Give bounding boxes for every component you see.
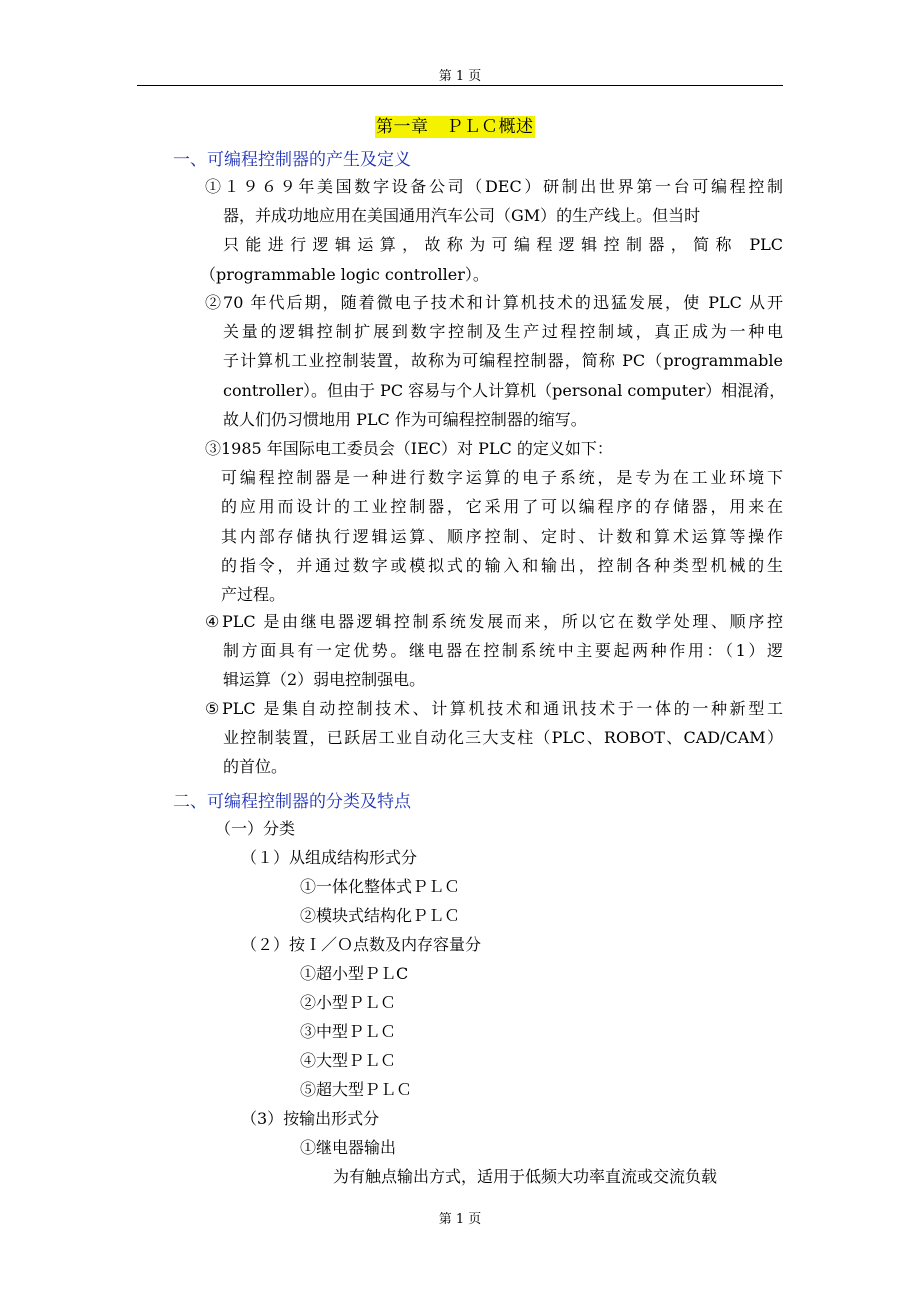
item-line: ④PLC 是由继电器逻辑控制系统发展而来，所以它在数学处理、顺序控 xyxy=(205,612,783,631)
item-line: 辑运算（2）弱电控制强电。 xyxy=(223,670,426,690)
section1-item-5 xyxy=(205,694,783,782)
section1-item-4 xyxy=(205,607,783,695)
page-footer: 第 1 页 xyxy=(438,1212,482,1227)
item-line: 子计算机工业控制装置，故称为可编程控制器，简称 PC（programmable xyxy=(223,351,783,371)
item-line: 只能进行逻辑运算，故称为可编程逻辑控制器，简称 PLC xyxy=(223,235,783,255)
item-line: controller）。但由于 PC 容易与个人计算机（personal computer）相混淆， xyxy=(223,380,786,400)
list-item: ①超小型ＰＬC xyxy=(300,964,409,983)
section-heading-2: 二、可编程控制器的分类及特点 xyxy=(173,792,411,812)
chapter-title: 第一章 ＰＬＣ概述 xyxy=(376,117,534,137)
item-line: 故人们仍习惯地用 PLC 作为可编程控制器的缩写。 xyxy=(223,409,587,429)
item-line: 其内部存储执行逻辑运算、顺序控制、定时、计数和算术运算等操作 xyxy=(221,526,783,546)
item-line: 业控制装置，已跃居工业自动化三大支柱（PLC、ROBOT、CAD/CAM） xyxy=(223,728,783,748)
item-line: 的首位。 xyxy=(223,757,288,777)
group-title-io: （２）按Ｉ／Ｏ点数及内存容量分 xyxy=(241,935,482,954)
item-line: ⑤PLC 是集自动控制技术、计算机技术和通讯技术于一体的一种新型工 xyxy=(205,699,783,718)
list-item: ⑤超大型ＰＬＣ xyxy=(300,1080,413,1099)
item-line: 产过程。 xyxy=(221,584,286,604)
item-line: ②70 年代后期，随着微电子技术和计算机技术的迅猛发展，使 PLC 从开 xyxy=(205,293,783,312)
section1-item-1 xyxy=(200,172,783,289)
item-line: 可编程控制器是一种进行数字运算的电子系统，是专为在工业环境下 xyxy=(221,468,783,488)
list-item: ②模块式结构化ＰＬＣ xyxy=(300,906,461,925)
item-line: ①１９６９年美国数字设备公司（DEC）研制出世界第一台可编程控制 xyxy=(205,177,783,196)
item-line: 器，并成功地应用在美国通用汽车公司（GM）的生产线上。但当时 xyxy=(223,206,701,226)
relay-output-description: 为有触点输出方式，适用于低频大功率直流或交流负载 xyxy=(333,1167,718,1186)
list-item: ①继电器输出 xyxy=(300,1138,397,1157)
item-line: 关量的逻辑控制扩展到数字控制及生产过程控制域，真正成为一种电 xyxy=(223,322,783,342)
item-line: 的指令，并通过数字或模拟式的输入和输出，控制各种类型机械的生 xyxy=(221,555,783,575)
group-title-structure: （１）从组成结构形式分 xyxy=(241,848,418,867)
item-line: ③1985 年国际电工委员会（IEC）对 PLC 的定义如下： xyxy=(205,439,613,458)
section1-item-3 xyxy=(205,434,783,609)
item-line: 的应用而设计的工业控制器，它采用了可以编程序的存储器，用来在 xyxy=(221,497,783,517)
section-heading-1: 一、可编程控制器的产生及定义 xyxy=(173,150,411,170)
list-item: ①一体化整体式ＰＬＣ xyxy=(300,877,461,896)
list-item: ③中型ＰＬＣ xyxy=(300,1022,397,1041)
item-line: 制方面具有一定优势。继电器在控制系统中主要起两种作用：（1）逻 xyxy=(223,641,783,661)
item-line: （programmable logic controller）。 xyxy=(200,264,489,284)
subheading-classification: （一）分类 xyxy=(215,819,296,838)
section1-item-2 xyxy=(205,288,786,434)
list-item: ④大型ＰＬＣ xyxy=(300,1051,397,1070)
header-rule xyxy=(137,85,783,86)
page-header: 第 1 页 xyxy=(438,69,482,84)
group-title-output: （3）按输出形式分 xyxy=(241,1109,380,1128)
list-item: ②小型ＰＬＣ xyxy=(300,993,397,1012)
